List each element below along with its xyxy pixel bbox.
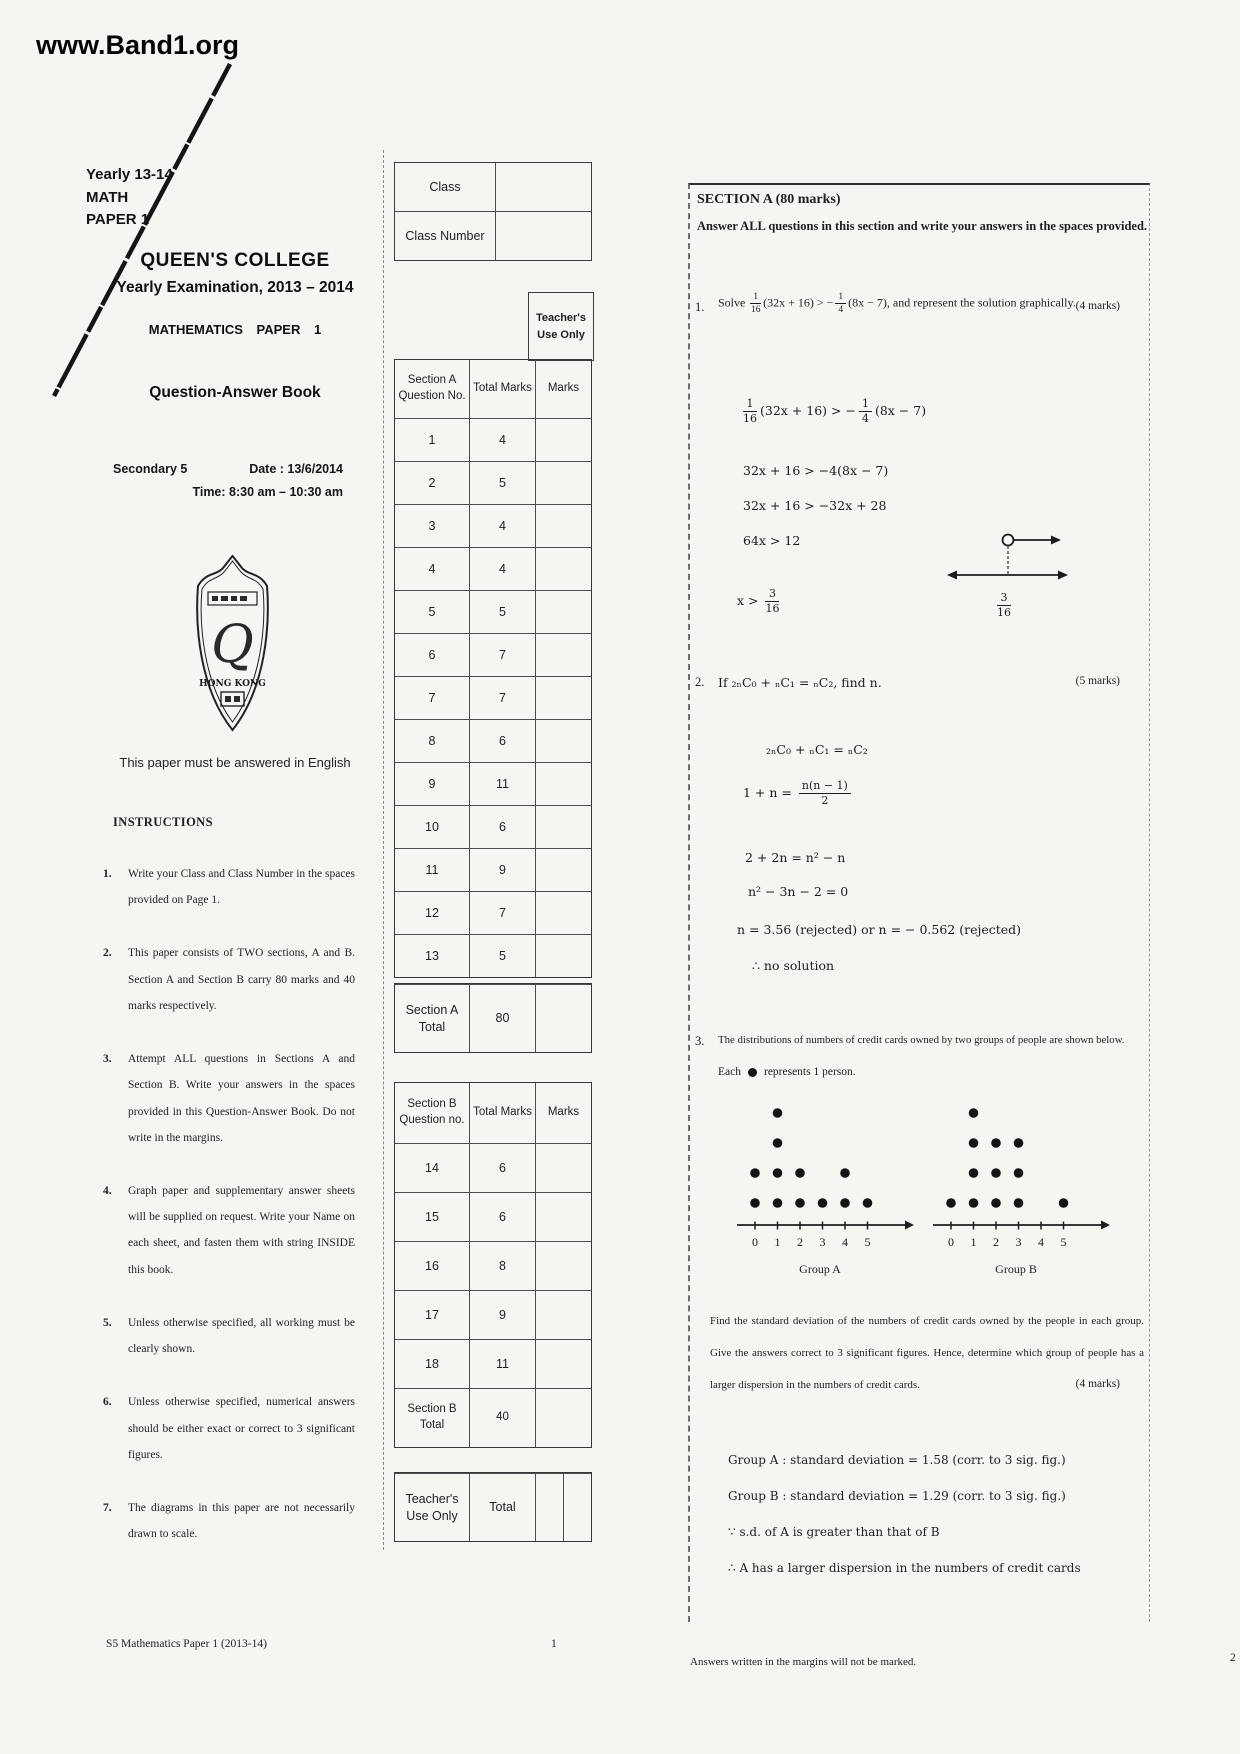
answer-line: ∴ A has a larger dispersion in the numbers of credit cards bbox=[728, 1561, 1081, 1575]
date-label: Date : 13/6/2014 bbox=[249, 462, 343, 476]
table-header-row bbox=[395, 1083, 591, 1143]
question-number-cell: 14 bbox=[425, 1160, 439, 1175]
instruction-text: Unless otherwise specified, numerical answers should be either exact or correct to 3 significant figures. bbox=[128, 1396, 355, 1461]
total-row bbox=[395, 1473, 591, 1541]
svg-text:5: 5 bbox=[864, 1235, 871, 1249]
teachers-use-only-box bbox=[528, 292, 594, 361]
page-number-left: 1 bbox=[551, 1638, 557, 1650]
question-number-cell: 10 bbox=[425, 819, 439, 834]
total-label: Section B Total bbox=[407, 1403, 457, 1431]
marks-entry-cell bbox=[535, 806, 591, 848]
question-number-cell: 16 bbox=[425, 1258, 439, 1273]
marks-table-row bbox=[395, 891, 591, 934]
marks-entry-cell bbox=[535, 763, 591, 805]
school-name: QUEEN'S COLLEGE bbox=[140, 250, 330, 271]
crest-motto: HONG KONG bbox=[199, 679, 266, 689]
question-number-cell: 7 bbox=[428, 690, 436, 705]
class-input-cell bbox=[495, 163, 591, 211]
question-1-number: 1. bbox=[695, 300, 705, 314]
svg-text:4: 4 bbox=[1038, 1235, 1044, 1249]
question-number-cell: 18 bbox=[425, 1356, 439, 1371]
question-number-cell: 13 bbox=[425, 948, 439, 963]
instruction-item bbox=[103, 940, 355, 1019]
total-row bbox=[395, 984, 591, 1052]
class-number-input-cell bbox=[495, 211, 591, 260]
marks-entry-cell bbox=[535, 419, 591, 461]
fraction: $\frac{1}{16}$ bbox=[743, 397, 757, 426]
grand-total-label: Total bbox=[469, 1474, 535, 1541]
marks-table-row bbox=[395, 719, 591, 762]
section-heading: SECTION A (80 marks) bbox=[697, 192, 841, 207]
instruction-number: 6. bbox=[103, 1396, 112, 1409]
answer-line: Group A : standard deviation = 1.58 (corr. to 3 sig. fig.) bbox=[728, 1453, 1066, 1467]
working-line: n = 3.56 (rejected) or n = − 0.562 (rejected) bbox=[737, 922, 1022, 937]
marks-entry-cell bbox=[535, 849, 591, 891]
class-info-table bbox=[394, 162, 592, 261]
marks-table-row bbox=[395, 1241, 591, 1290]
question-2-number: 2. bbox=[695, 675, 705, 689]
marks-table-row bbox=[395, 1290, 591, 1339]
stamp-line: MATH bbox=[86, 188, 129, 206]
instruction-number: 3. bbox=[103, 1053, 112, 1066]
fraction: $\frac{3}{16}$ bbox=[765, 587, 780, 616]
form-label: Secondary 5 bbox=[113, 462, 188, 476]
question-number-cell: 9 bbox=[428, 776, 436, 791]
number-line-icon bbox=[945, 520, 1070, 584]
marks-entry-cell bbox=[535, 591, 591, 633]
marks-entry-cell bbox=[535, 677, 591, 719]
instruction-text: Write your Class and Class Number in the spaces provided on Page 1. bbox=[128, 868, 355, 907]
question-3-marks: (4 marks) bbox=[1075, 1378, 1120, 1390]
marks-entry-cell bbox=[535, 1193, 591, 1241]
working-line: 1 + n = $\frac{n(n - 1)}{2}$ bbox=[743, 780, 854, 807]
column-header: Section A Question No. bbox=[398, 374, 466, 402]
marks-table-row bbox=[395, 547, 591, 590]
instruction-number: 4. bbox=[103, 1184, 112, 1197]
total-marks-cell: 7 bbox=[469, 892, 535, 934]
svg-text:Q: Q bbox=[211, 615, 254, 675]
cover-footer: S5 Mathematics Paper 1 (2013-14) bbox=[106, 1638, 267, 1650]
instructions-title: INSTRUCTIONS bbox=[113, 815, 213, 829]
marks-entry-cell bbox=[535, 1291, 591, 1339]
marks-entry-cell bbox=[535, 1474, 563, 1541]
dot-plot-legend: Each represents 1 person. bbox=[718, 1066, 856, 1078]
total-label: Section A Total bbox=[405, 1002, 459, 1034]
marks-entry-cell bbox=[535, 1242, 591, 1290]
open-circle-icon bbox=[1003, 535, 1014, 546]
question-3-answer bbox=[728, 1442, 1081, 1586]
instruction-item bbox=[103, 1310, 355, 1362]
number-line-label: $\frac{3}{16}$ bbox=[997, 591, 1011, 620]
section-note: Answer ALL questions in this section and write your answers in the spaces provided. bbox=[697, 219, 1148, 233]
section-a-total-box bbox=[394, 983, 592, 1053]
table-header-row bbox=[395, 360, 591, 418]
svg-text:1: 1 bbox=[970, 1235, 977, 1249]
svg-text:1: 1 bbox=[774, 1235, 781, 1249]
question-number-cell: 8 bbox=[428, 733, 436, 748]
marks-table-row bbox=[395, 418, 591, 461]
working-line: ₂ₙC₀ + ₙC₁ = ₙC₂ bbox=[766, 742, 868, 757]
total-marks-cell: 11 bbox=[469, 1340, 535, 1388]
instruction-item bbox=[103, 1495, 355, 1547]
svg-text:2: 2 bbox=[993, 1235, 999, 1249]
instruction-number: 2. bbox=[103, 947, 112, 960]
svg-text:3: 3 bbox=[1015, 1235, 1022, 1249]
total-marks-cell: 9 bbox=[469, 849, 535, 891]
watermark-text: www.Band1.org bbox=[36, 30, 240, 60]
total-marks-cell: 9 bbox=[469, 1291, 535, 1339]
ray-arrow-icon bbox=[1051, 536, 1061, 545]
instruction-number: 1. bbox=[103, 868, 112, 880]
class-label: Class bbox=[429, 180, 461, 194]
marks-entry-cell bbox=[563, 1474, 591, 1541]
teachers-use-only-label: Teacher's bbox=[535, 312, 587, 324]
dot-plot-group-a bbox=[725, 1103, 915, 1255]
total-marks-cell: 6 bbox=[469, 720, 535, 762]
marks-entry-cell bbox=[535, 1340, 591, 1388]
right-arrow-icon bbox=[1058, 571, 1068, 580]
instruction-text: Attempt ALL questions in Sections A and Section B. Write your answers in the spaces provided in this Question-Answer Book. Do not write in the margins. bbox=[128, 1053, 355, 1144]
question-2-text: If ₂ₙC₀ + ₙC₁ = ₙC₂, find n. bbox=[718, 675, 882, 690]
marks-table-row bbox=[395, 633, 591, 676]
page-number-right: 2 bbox=[1230, 1652, 1236, 1664]
total-marks-cell: 11 bbox=[469, 763, 535, 805]
language-note: This paper must be answered in English bbox=[119, 755, 351, 770]
fraction: $\frac{1}{4}$ bbox=[835, 292, 846, 316]
column-header: Marks bbox=[535, 360, 591, 418]
marks-table-row bbox=[395, 848, 591, 891]
column-header: Section B Question no. bbox=[399, 1098, 465, 1126]
marks-table-row bbox=[395, 805, 591, 848]
total-marks-cell: 4 bbox=[469, 548, 535, 590]
marks-table-row bbox=[395, 1192, 591, 1241]
exam-title: Yearly Examination, 2013 – 2014 bbox=[116, 279, 354, 296]
instruction-number: 5. bbox=[103, 1316, 112, 1329]
stamp-line: Yearly 13-14 bbox=[86, 166, 173, 183]
question-number-cell: 17 bbox=[425, 1307, 439, 1322]
total-marks-cell: 8 bbox=[469, 1242, 535, 1290]
fraction: $\frac{n(n - 1)}{2}$ bbox=[799, 780, 851, 807]
instruction-text: Graph paper and supplementary answer sheets will be supplied on request. Write your Name on each sheet, and fasten them with string INSIDE this book. bbox=[128, 1184, 355, 1276]
time-label: Time: 8:30 am – 10:30 am bbox=[192, 485, 343, 499]
section-b-marks-table bbox=[394, 1082, 592, 1448]
question-number-cell: 5 bbox=[428, 604, 436, 619]
fraction: $\frac{1}{4}$ bbox=[859, 398, 872, 425]
solution-number-line bbox=[945, 520, 1070, 635]
marks-entry-cell bbox=[535, 892, 591, 934]
marks-entry-cell bbox=[535, 462, 591, 504]
total-value: 80 bbox=[469, 985, 535, 1052]
column-header: Marks bbox=[535, 1083, 591, 1143]
column-header: Total Marks bbox=[469, 1083, 535, 1143]
total-marks-cell: 5 bbox=[469, 935, 535, 977]
instruction-text: This paper consists of TWO sections, A and B. Section A and Section B carry 80 marks and 40 marks respectively. bbox=[128, 947, 355, 1012]
total-marks-cell: 4 bbox=[469, 505, 535, 547]
question-number-cell: 4 bbox=[428, 561, 436, 576]
fold-margin-line bbox=[383, 150, 384, 1550]
instruction-number: 7. bbox=[103, 1501, 112, 1514]
subject-title: MATHEMATICS PAPER 1 bbox=[148, 322, 322, 337]
column-header: Total Marks bbox=[469, 360, 535, 418]
working-line: 2 + 2n = n² − n bbox=[745, 850, 846, 865]
total-marks-cell: 5 bbox=[469, 462, 535, 504]
marks-table-row bbox=[395, 676, 591, 719]
working-line: n² − 3n − 2 = 0 bbox=[748, 884, 849, 899]
working-line: $\frac{1}{16}$ (32x + 16) > − $\frac{1}{4}$ (8x − 7) bbox=[743, 397, 927, 426]
section-a-marks-table bbox=[394, 359, 592, 978]
marks-table-row bbox=[395, 762, 591, 805]
marks-entry-cell bbox=[535, 720, 591, 762]
working-line: x > $\frac{3}{16}$ bbox=[737, 587, 780, 616]
question-number-cell: 1 bbox=[428, 432, 436, 447]
grand-total-box bbox=[394, 1472, 592, 1542]
instruction-item bbox=[103, 1178, 355, 1283]
marks-entry-cell bbox=[535, 505, 591, 547]
marks-entry-cell bbox=[535, 1144, 591, 1192]
margin-warning-footer: Answers written in the margins will not be marked. bbox=[690, 1656, 917, 1668]
svg-text:3: 3 bbox=[819, 1235, 826, 1249]
dot-plot-caption-a: Group A bbox=[799, 1262, 841, 1276]
marks-table-row bbox=[395, 590, 591, 633]
teachers-use-only-label: Teacher's Use Only bbox=[405, 1491, 459, 1523]
paper-stamp bbox=[86, 164, 173, 232]
marks-entry-cell bbox=[535, 548, 591, 590]
person-dot-icon bbox=[748, 1068, 757, 1077]
dot-plot-group-b bbox=[921, 1103, 1111, 1255]
question-number-cell: 15 bbox=[425, 1209, 439, 1224]
total-marks-cell: 5 bbox=[469, 591, 535, 633]
marks-table-row bbox=[395, 934, 591, 977]
marks-entry-cell bbox=[535, 985, 591, 1052]
book-title: Question-Answer Book bbox=[149, 384, 321, 401]
school-crest bbox=[190, 550, 275, 742]
total-marks-cell: 6 bbox=[469, 1193, 535, 1241]
instructions-list bbox=[103, 861, 355, 1547]
total-marks-cell: 4 bbox=[469, 419, 535, 461]
total-marks-cell: 7 bbox=[469, 677, 535, 719]
teachers-use-only-label: Use Only bbox=[537, 328, 585, 341]
working-line: 64x > 12 bbox=[743, 533, 801, 548]
cover-header bbox=[85, 250, 385, 402]
marks-entry-cell bbox=[535, 634, 591, 676]
left-arrow-icon bbox=[947, 571, 957, 580]
instruction-item bbox=[103, 1046, 355, 1151]
section-b-total-row bbox=[395, 1388, 591, 1447]
question-number-cell: 11 bbox=[425, 862, 439, 877]
question-number-cell: 3 bbox=[428, 518, 436, 533]
marks-table-row bbox=[395, 461, 591, 504]
instruction-item bbox=[103, 1389, 355, 1468]
answer-line: ∵ s.d. of A is greater than that of B bbox=[728, 1525, 940, 1539]
working-line: ∴ no solution bbox=[752, 958, 835, 973]
question-3-number: 3. bbox=[695, 1034, 705, 1048]
svg-text:2: 2 bbox=[797, 1235, 803, 1249]
marks-table-row bbox=[395, 1339, 591, 1388]
answer-line: Group B : standard deviation = 1.29 (corr. to 3 sig. fig.) bbox=[728, 1489, 1066, 1503]
total-marks-cell: 7 bbox=[469, 634, 535, 676]
svg-text:4: 4 bbox=[842, 1235, 848, 1249]
question-number-cell: 12 bbox=[425, 905, 439, 920]
marks-table-row bbox=[395, 504, 591, 547]
exam-meta bbox=[113, 462, 343, 499]
working-line: 32x + 16 > −32x + 28 bbox=[743, 498, 887, 513]
instruction-item bbox=[103, 861, 355, 913]
stamp-line: PAPER 1 bbox=[86, 211, 150, 228]
marks-entry-cell bbox=[535, 1389, 591, 1447]
question-3-text: The distributions of numbers of credit cards owned by two groups of people are shown below. bbox=[718, 1034, 1125, 1046]
fraction: $\frac{1}{16}$ bbox=[750, 292, 761, 316]
question-1-text: Solve $\frac{1}{16}$ (32x + 16) > − $\frac{1}{4}$ (8x − 7), and represent the solution graphically. bbox=[718, 292, 1076, 316]
total-marks-cell: 6 bbox=[469, 806, 535, 848]
question-number-cell: 6 bbox=[428, 647, 436, 662]
marks-table-row bbox=[395, 1143, 591, 1192]
question-1-marks: (4 marks) bbox=[1075, 300, 1120, 312]
question-3-prompt: Find the standard deviation of the numbers of credit cards owned by the people in each group. Give the answers correct to 3 significant figures. Hence, determine which group of people has a larger dispersion in the numbers of credit cards. bbox=[710, 1315, 1144, 1391]
dot-plot-caption-b: Group B bbox=[995, 1262, 1037, 1276]
marks-entry-cell bbox=[535, 935, 591, 977]
total-value: 40 bbox=[469, 1389, 535, 1447]
question-2-marks: (5 marks) bbox=[1075, 675, 1120, 687]
question-number-cell: 2 bbox=[428, 475, 436, 490]
svg-text:0: 0 bbox=[752, 1235, 758, 1249]
total-marks-cell: 6 bbox=[469, 1144, 535, 1192]
class-number-label: Class Number bbox=[395, 211, 495, 260]
instruction-text: Unless otherwise specified, all working must be clearly shown. bbox=[128, 1316, 355, 1356]
instruction-text: The diagrams in this paper are not necessarily drawn to scale. bbox=[128, 1501, 355, 1541]
working-line: 32x + 16 > −4(8x − 7) bbox=[743, 463, 889, 478]
svg-text:5: 5 bbox=[1060, 1235, 1067, 1249]
svg-text:0: 0 bbox=[948, 1235, 954, 1249]
